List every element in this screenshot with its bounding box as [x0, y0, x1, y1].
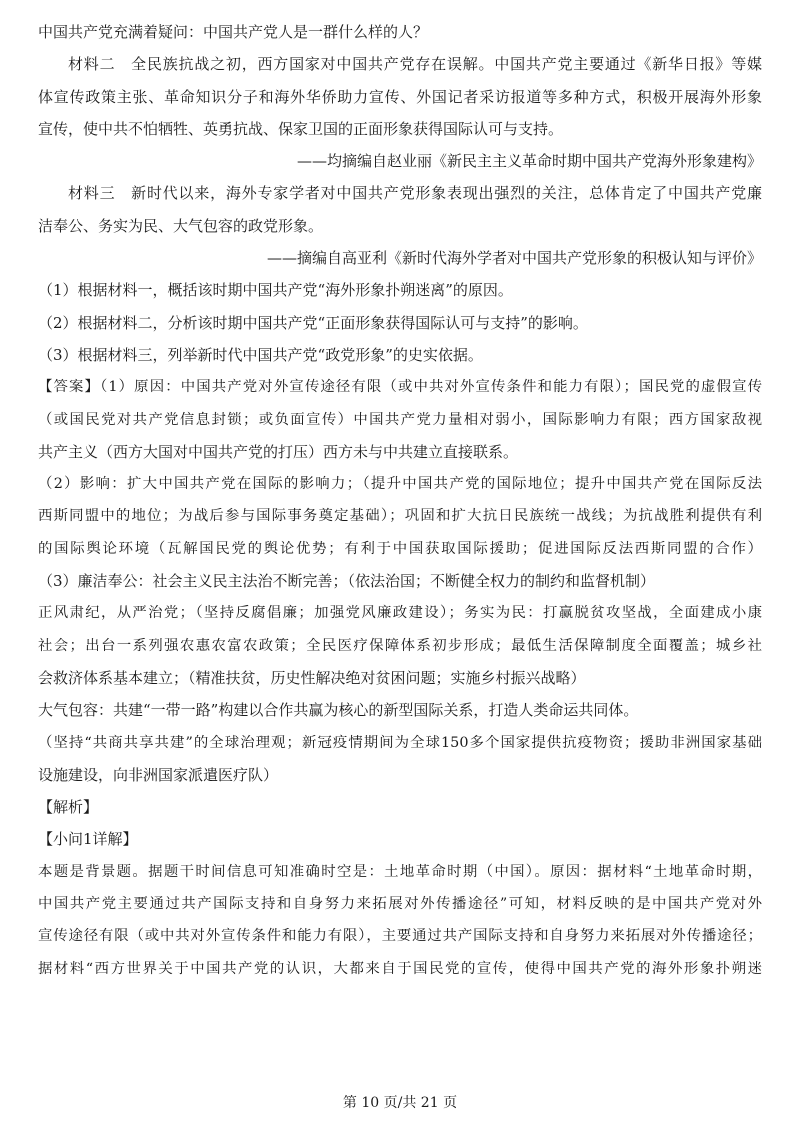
answer-heading-line: 【答案】（1）原因：中国共产党对外宣传途径有限（或中共对外宣传条件和能力有限）；国民党的虚假宣传 — [38, 379, 762, 396]
sub-question-1-heading: 【小问1详解】 — [38, 830, 138, 849]
question-1: （1）根据材料一，概括该时期中国共产党“海外形象扑朔迷离”的原因。 — [38, 281, 513, 300]
text-line: 宣传途径有限（或中共对外宣传条件和能力有限），主要通过共产国际支持和自身努力来拓展对外传播途径； — [38, 928, 762, 945]
text-line: 正风肃纪，从严治党；（坚持反腐倡廉；加强党风廉政建设）；务实为民：打赢脱贫攻坚战，全面建成小康 — [38, 605, 762, 622]
analysis-heading: 【解析】 — [38, 798, 99, 817]
text-line: 体宣传政策主张、革命知识分子和海外华侨助力宣传、外国记者采访报道等多种方式，积极开展海外形象 — [38, 87, 762, 106]
text-line: 西斯同盟中的地位；为战后参与国际事务奠定基础）；巩固和扩大抗日民族统一战线；为抗战胜利提供有利 — [38, 508, 762, 525]
material-3-paragraph: 材料三 新时代以来，海外专家学者对中国共产党形象表现出强烈的关注，总体肯定了中国共产党廉 — [68, 184, 762, 203]
text-line: 社会；出台一系列强农惠农富农政策；全民医疗保障体系初步形成；最低生活保障制度全面覆盖；城乡社 — [38, 637, 762, 654]
text-line: 的国际舆论环境（瓦解国民党的舆论优势；有利于中国获取国际援助；促进国际反法西斯同盟的合作） — [38, 540, 762, 557]
text-line: 本题是背景题。据题干时间信息可知准确时空是：土地革命时期（中国）。原因：据材料“土地革命时期， — [38, 863, 762, 880]
text-line: （或国民党对共产党信息封锁；或负面宣传）中国共产党力量相对弱小，国际影响力有限；西方国家敌视 — [38, 411, 762, 428]
answer-3-line: （3）廉洁奉公：社会主义民主法治不断完善；（依法治国；不断健全权力的制约和监督机制） — [38, 572, 656, 591]
text-line: 宣传，使中共不怕牺牲、英勇抗战、保家卫国的正面形象获得国际认可与支持。 — [38, 119, 564, 138]
question-3: （3）根据材料三，列举新时代中国共产党“政党形象”的史实依据。 — [38, 345, 483, 364]
source-citation: ——均摘编自赵业丽《新民主主义革命时期中国共产党海外形象建构》 — [296, 152, 762, 171]
text-line: 洁奉公、务实为民、大气包容的政党形象。 — [38, 216, 324, 235]
text-line: 设施建设，向非洲国家派遣医疗队） — [38, 765, 279, 784]
source-citation: ——摘编自高亚利《新时代海外学者对中国共产党形象的积极认知与评价》 — [266, 249, 762, 268]
text-line: 会救济体系基本建立；（精准扶贫，历史性解决绝对贫困问题；实施乡村振兴战略） — [38, 668, 586, 687]
text-line: 据材料“西方世界关于中国共产党的认识，大都来自于国民党的宣传，使得中国共产党的海外形象扑朔迷 — [38, 960, 762, 977]
text-line: 共产主义（西方大国对中国共产党的打压）西方未与中共建立直接联系。 — [38, 442, 519, 461]
document-body — [38, 16, 762, 985]
page-footer: 第 10 页/共 21 页 — [342, 1095, 458, 1111]
text-line: 大气包容：共建“一带一路”构建以合作共赢为核心的新型国际关系，打造人类命运共同体。 — [38, 701, 639, 720]
text-line: 中国共产党主要通过共产国际支持和自身努力来拓展对外传播途径”可知，材料反映的是中国共产党对外 — [38, 896, 762, 913]
text-line: 中国共产党充满着疑问：中国共产党人是一群什么样的人？ — [38, 23, 429, 41]
question-2: （2）根据材料二，分析该时期中国共产党“正面形象获得国际认可与支持”的影响。 — [38, 313, 588, 332]
answer-2-line: （2）影响：扩大中国共产党在国际的影响力；（提升中国共产党的国际地位；提升中国共产党在国际反法 — [38, 476, 762, 493]
material-2-paragraph: 材料二 全民族抗战之初，西方国家对中国共产党存在误解。中国共产党主要通过《新华日报》等媒 — [68, 55, 762, 74]
text-line: （坚持“共商共享共建”的全球治理观；新冠疫情期间为全球150多个国家提供抗疫物资；援助非洲国家基础 — [38, 734, 762, 751]
